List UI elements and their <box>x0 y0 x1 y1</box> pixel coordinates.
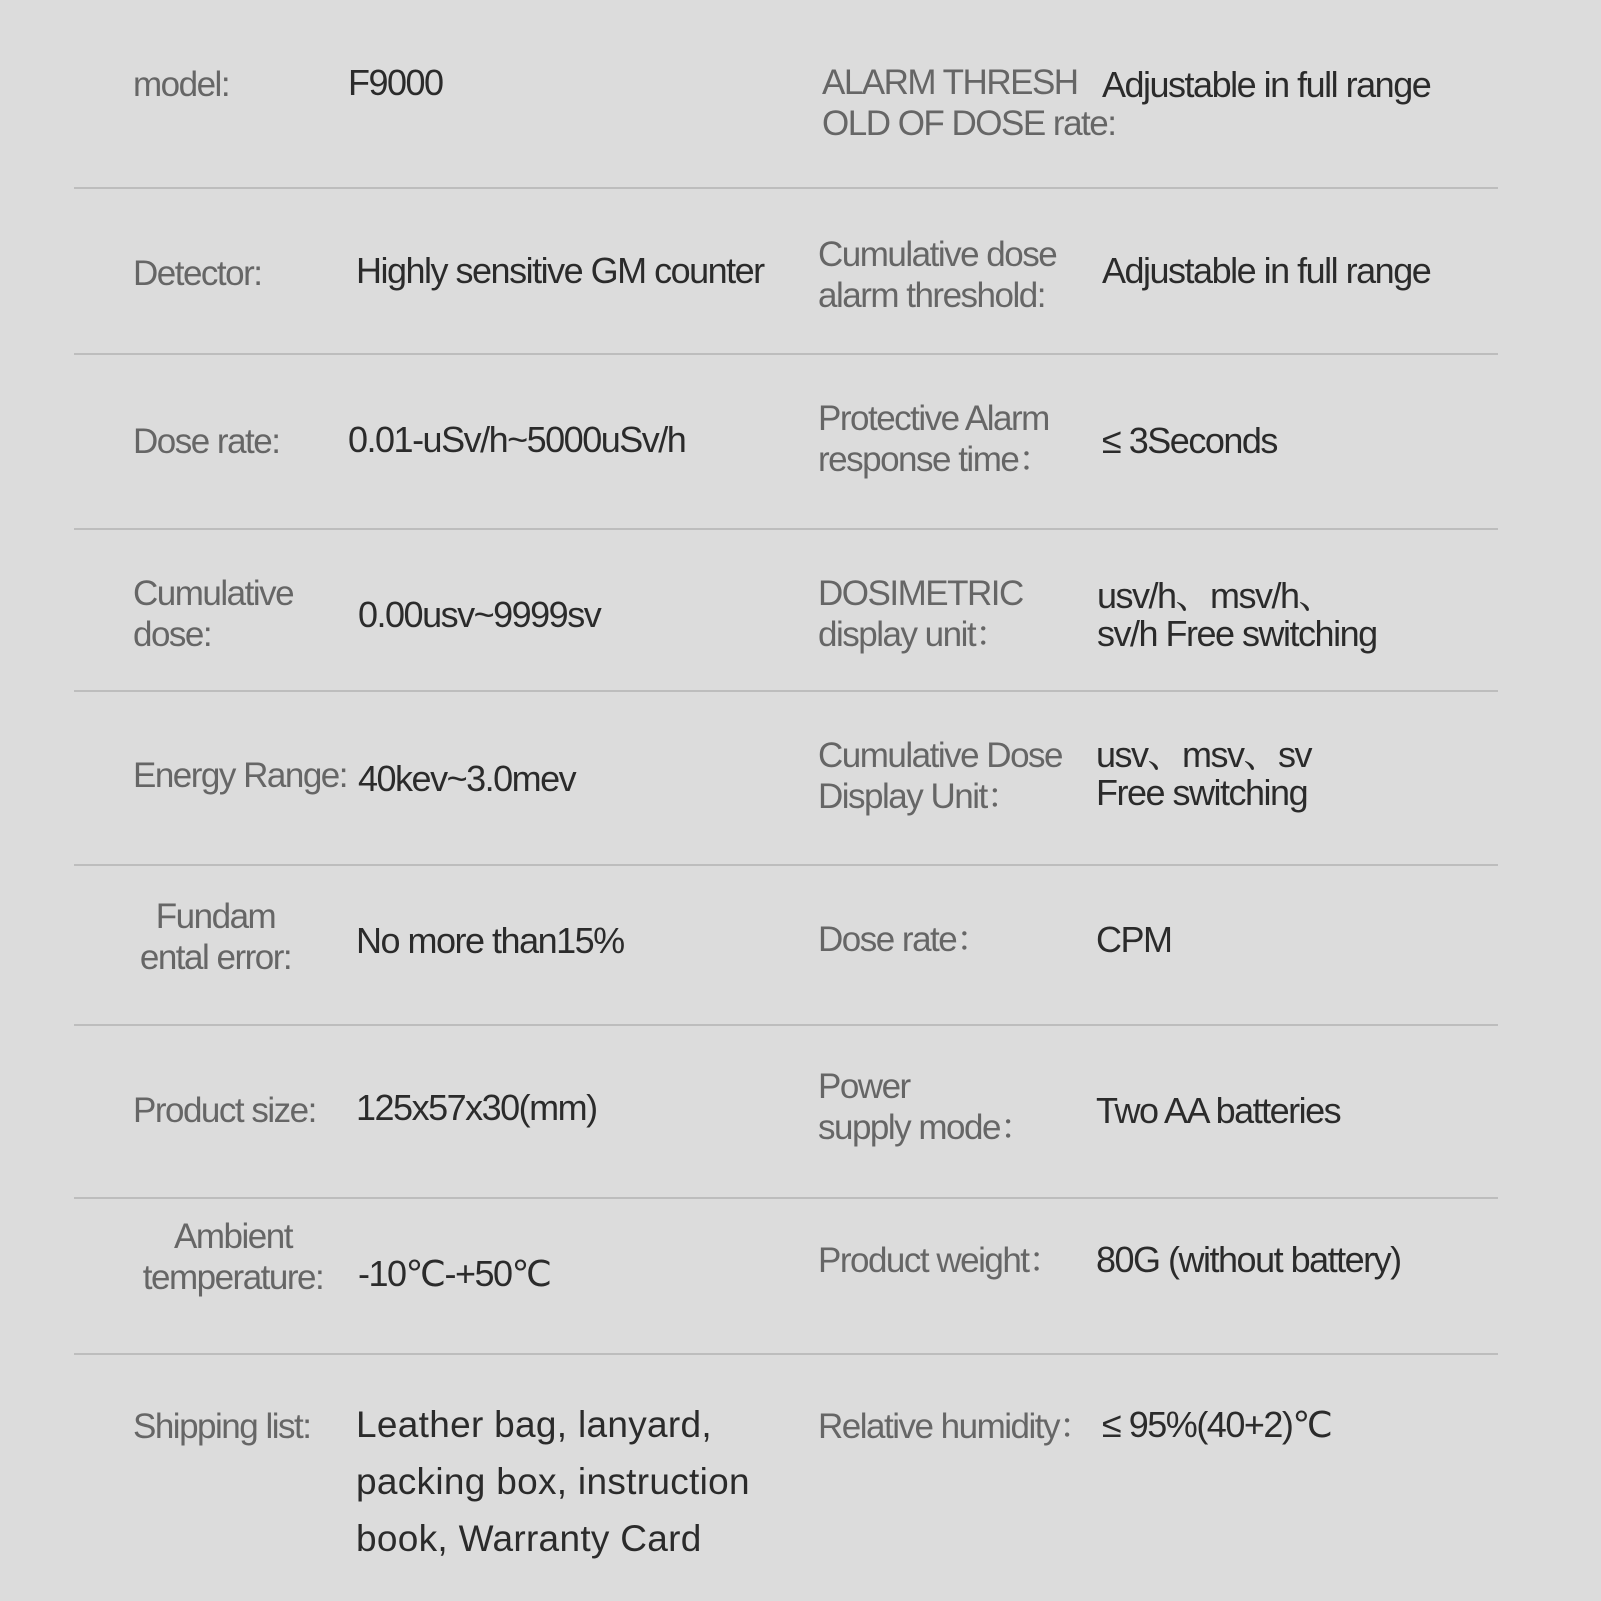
spec-value-energy-range: 40kev~3.0mev <box>358 758 576 799</box>
row-divider <box>74 1197 1498 1199</box>
spec-label-alarm-threshold-dose-rate: ALARM THRESH OLD OF DOSE rate: <box>822 63 1116 143</box>
spec-value-cumulative-dose-alarm-threshold: Adjustable in full range <box>1102 250 1431 291</box>
row-divider <box>74 528 1498 530</box>
spec-value-protective-alarm-response-time: ≤ 3Seconds <box>1102 420 1277 461</box>
spec-label-cumulative-dose: Cumulative dose: <box>133 574 294 654</box>
spec-value-product-weight: 80G (without battery) <box>1096 1239 1401 1280</box>
row-divider <box>74 1353 1498 1355</box>
spec-label-product-weight: Product weight： <box>818 1241 1063 1280</box>
spec-label-dose-rate: Dose rate: <box>133 422 280 461</box>
spec-label-protective-alarm-response-time: Protective Alarm response time： <box>818 399 1052 479</box>
spec-value-dose-rate-unit: CPM <box>1096 919 1172 960</box>
spec-label-relative-humidity: Relative humidity： <box>818 1407 1093 1446</box>
spec-label-energy-range: Energy Range: <box>133 756 347 795</box>
spec-label-ambient-temperature: Ambient temperature: <box>142 1217 324 1297</box>
spec-value-model: F9000 <box>348 62 443 103</box>
row-divider <box>74 1024 1498 1026</box>
row-divider <box>74 864 1498 866</box>
spec-value-cumulative-dose-display-unit: usv、msv、sv Free switching <box>1096 734 1312 813</box>
spec-label-shipping-list: Shipping list: <box>133 1407 311 1446</box>
spec-value-power-supply-mode: Two AA batteries <box>1096 1090 1341 1131</box>
spec-label-cumulative-dose-display-unit: Cumulative Dose Display Unit： <box>818 736 1062 816</box>
spec-label-power-supply-mode: Power supply mode： <box>818 1067 1034 1147</box>
spec-label-detector: Detector: <box>133 254 262 293</box>
spec-value-fundamental-error: No more than15% <box>356 920 624 961</box>
spec-value-shipping-list: Leather bag, lanyard, packing box, instruction book, Warranty Card <box>356 1404 750 1559</box>
spec-value-cumulative-dose: 0.00usv~9999sv <box>358 594 601 635</box>
spec-value-dose-rate: 0.01-uSv/h~5000uSv/h <box>348 419 686 460</box>
spec-value-detector: Highly sensitive GM counter <box>356 250 764 291</box>
spec-label-fundamental-error: Fundam ental error: <box>139 897 292 977</box>
spec-label-product-size: Product size: <box>133 1091 316 1130</box>
row-divider <box>74 187 1498 189</box>
spec-value-product-size: 125x57x30(mm) <box>356 1087 597 1128</box>
row-divider <box>74 353 1498 355</box>
spec-value-alarm-threshold-dose-rate: Adjustable in full range <box>1102 64 1431 105</box>
spec-value-ambient-temperature: -10℃-+50℃ <box>358 1253 551 1294</box>
row-divider <box>74 690 1498 692</box>
spec-label-dosimetric-display-unit: DOSIMETRIC display unit： <box>818 574 1023 654</box>
spec-value-dosimetric-display-unit: usv/h、msv/h、 sv/h Free switching <box>1097 575 1377 654</box>
spec-value-relative-humidity: ≤ 95%(40+2)℃ <box>1102 1404 1332 1445</box>
spec-label-model: model: <box>133 65 230 104</box>
spec-label-cumulative-dose-alarm-threshold: Cumulative dose alarm threshold: <box>818 235 1057 315</box>
spec-label-dose-rate-unit: Dose rate： <box>818 920 990 959</box>
